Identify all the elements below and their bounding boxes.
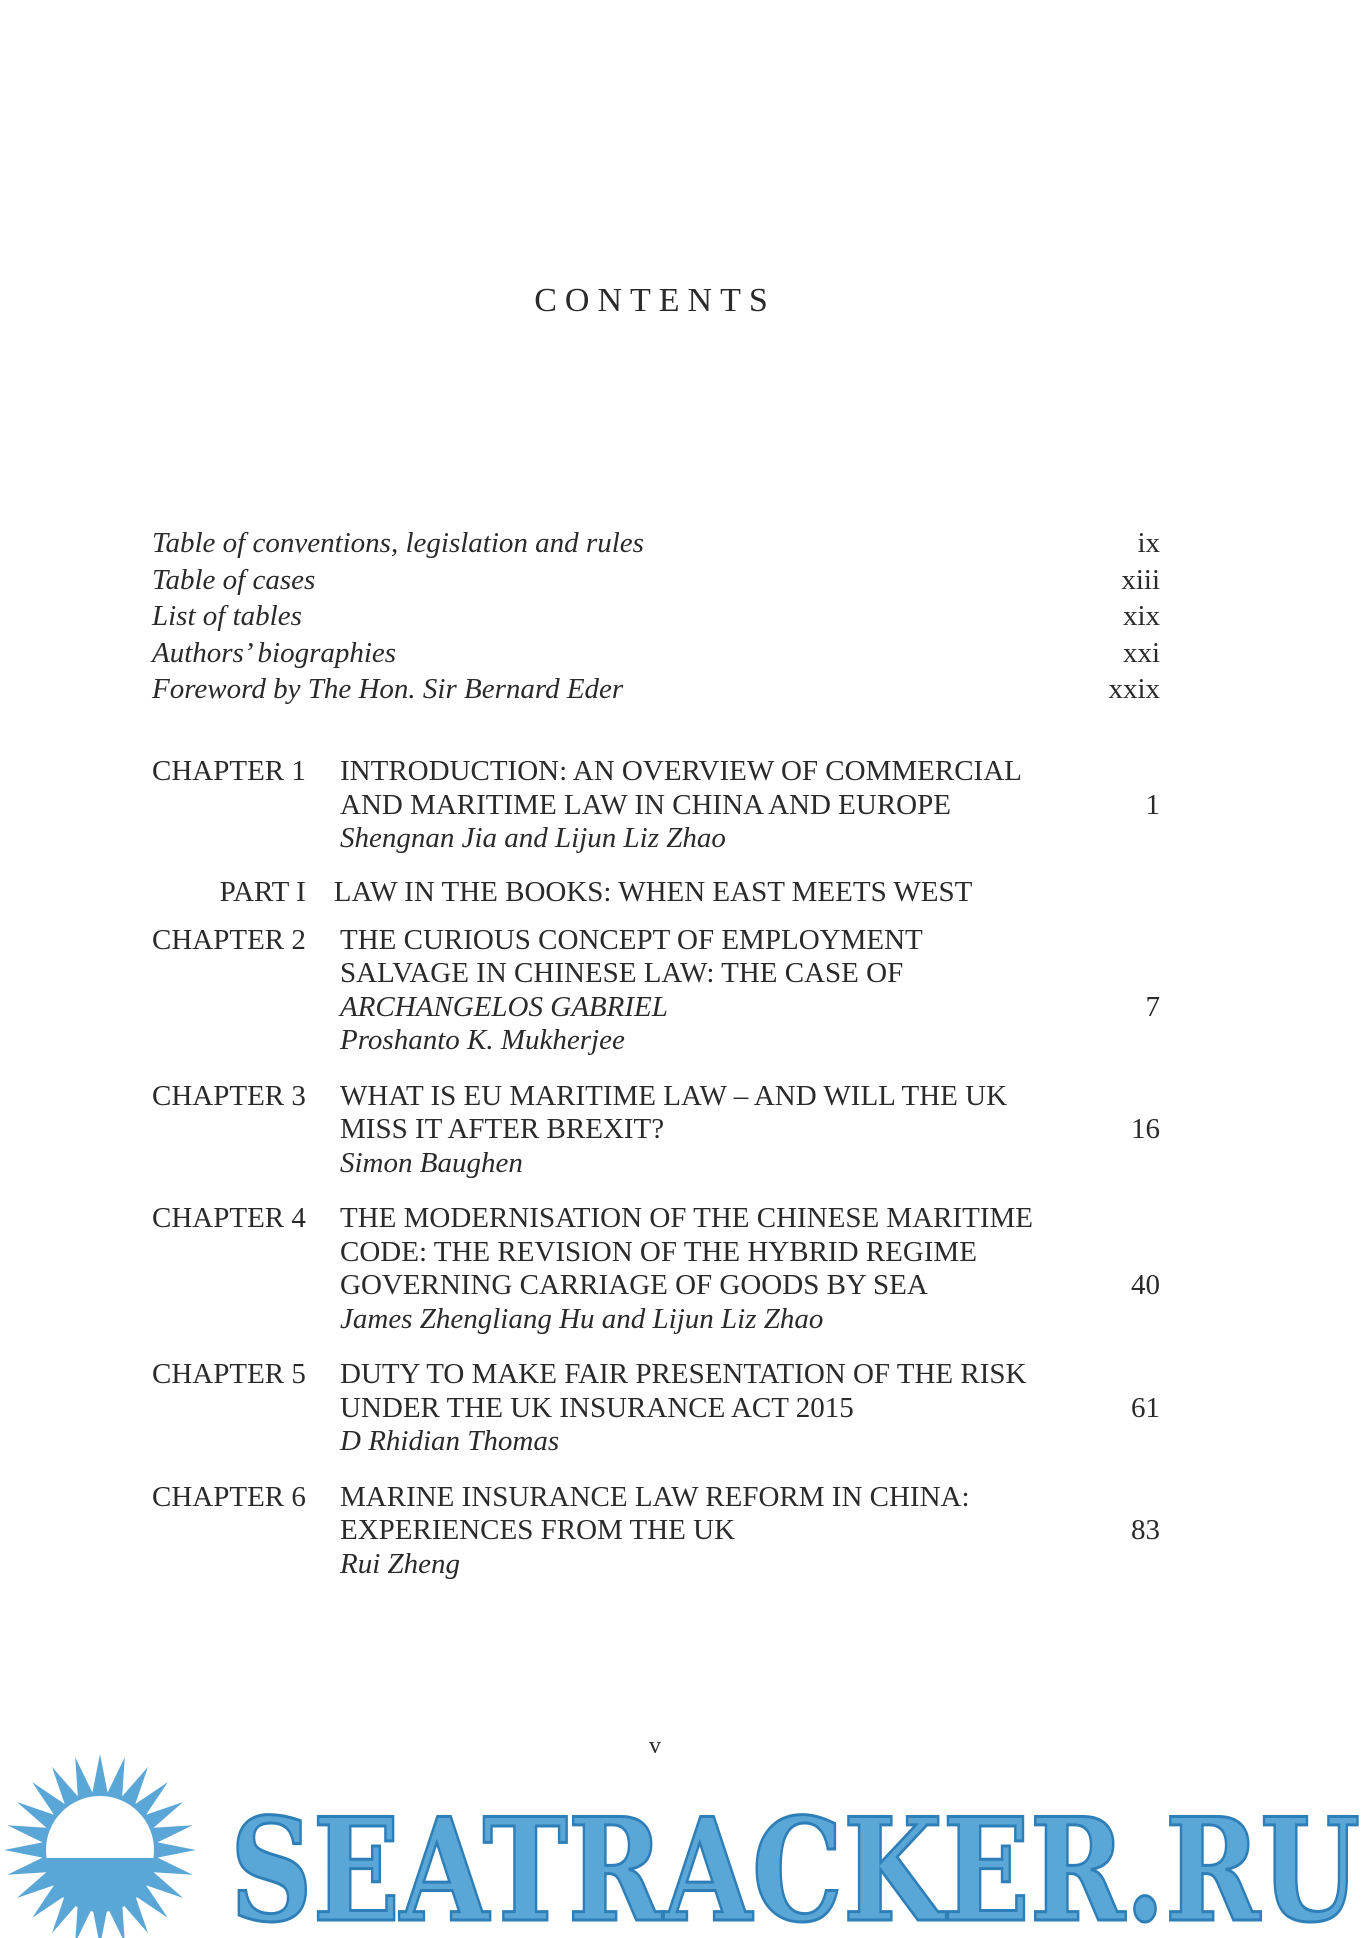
chapter-title-line: MISS IT AFTER BREXIT? [340,1113,665,1145]
watermark-text: SEATRACKER.RU [230,1788,1360,1938]
chapter-author: Shengnan Jia and Lijun Liz Zhao [340,822,726,854]
chapter-page: 61 [1131,1391,1160,1424]
prelim-page: xxix [1108,673,1160,705]
prelims-list [152,525,1160,708]
chapter-label: CHAPTER 6 [152,1480,306,1513]
chapter-title-line: THE MODERNISATION OF THE CHINESE MARITIME [340,1202,1034,1234]
prelim-label: Authors’ biographies [152,636,397,669]
chapter-title-line: UNDER THE UK INSURANCE ACT 2015 [340,1391,854,1424]
chapter-label: CHAPTER 3 [152,1079,306,1112]
part-number: PART I [219,875,306,908]
chapter-label: CHAPTER 5 [152,1358,306,1390]
chapter-title-line: THE CURIOUS CONCEPT OF EMPLOYMENT [340,923,923,956]
prelim-item [152,525,1160,562]
page-title: CONTENTS [534,282,776,319]
page-number: v [649,1733,661,1759]
chapter-title-line: SALVAGE IN CHINESE LAW: THE CASE OF [340,957,904,989]
prelim-page: xxi [1122,636,1160,669]
chapter-title-line: WHAT IS EU MARITIME LAW – AND WILL THE UK [340,1079,1008,1112]
prelim-label: Table of cases [152,563,316,596]
chapter-title-line: ARCHANGELOS GABRIEL [340,990,668,1023]
chapter-title-line: AND MARITIME LAW IN CHINA AND EUROPE [340,788,951,821]
chapter-label: CHAPTER 1 [152,755,306,787]
part-title: LAW IN THE BOOKS: WHEN EAST MEETS WEST [333,875,973,908]
chapter-author: Simon Baughen [340,1146,523,1179]
chapter-title-line: MARINE INSURANCE LAW REFORM IN CHINA: [340,1480,970,1513]
part-heading [152,874,1160,910]
chapter-title-line: INTRODUCTION: AN OVERVIEW OF COMMERCIAL [340,755,1022,787]
prelim-page: xiii [1121,563,1160,596]
chapter-label: CHAPTER 2 [152,923,306,956]
chapter-title-line: GOVERNING CARRIAGE OF GOODS BY SEA [340,1269,928,1301]
prelim-page: ix [1137,527,1160,559]
prelim-label: Table of conventions, legislation and rules [152,527,644,559]
chapter-page: 7 [1145,990,1160,1023]
chapter-entry-5 [152,1358,1160,1459]
chapter-title-line: DUTY TO MAKE FAIR PRESENTATION OF THE RISK [340,1358,1027,1390]
chapter-entry-3 [152,1080,1160,1181]
chapter-page: 40 [1131,1269,1160,1301]
chapter-page: 16 [1131,1113,1160,1145]
chapter-entry-6 [152,1481,1160,1582]
chapter-entry-2 [152,924,1160,1058]
chapter-author: Rui Zheng [340,1547,461,1580]
chapter-author: James Zhengliang Hu and Lijun Liz Zhao [340,1302,824,1335]
prelim-page: xix [1122,600,1160,632]
prelim-label: List of tables [152,600,302,632]
chapter-list [152,755,1160,1603]
prelim-item [152,671,1160,708]
chapter-author: D Rhidian Thomas [340,1425,560,1457]
chapter-entry-4 [152,1202,1160,1336]
watermark [0,1750,1371,1938]
chapter-entry-1 [152,755,1160,856]
chapter-title-line: CODE: THE REVISION OF THE HYBRID REGIME [340,1235,977,1268]
prelim-item [152,562,1160,599]
sun-logo-icon [4,1754,196,1938]
chapter-page: 1 [1145,788,1160,821]
chapter-author: Proshanto K. Mukherjee [340,1024,625,1056]
chapter-label: CHAPTER 4 [152,1202,306,1234]
chapter-page: 83 [1131,1514,1160,1546]
prelim-item [152,635,1160,672]
prelim-label: Foreword by The Hon. Sir Bernard Eder [152,673,624,705]
chapter-title-line: EXPERIENCES FROM THE UK [340,1514,736,1546]
prelim-item [152,598,1160,635]
